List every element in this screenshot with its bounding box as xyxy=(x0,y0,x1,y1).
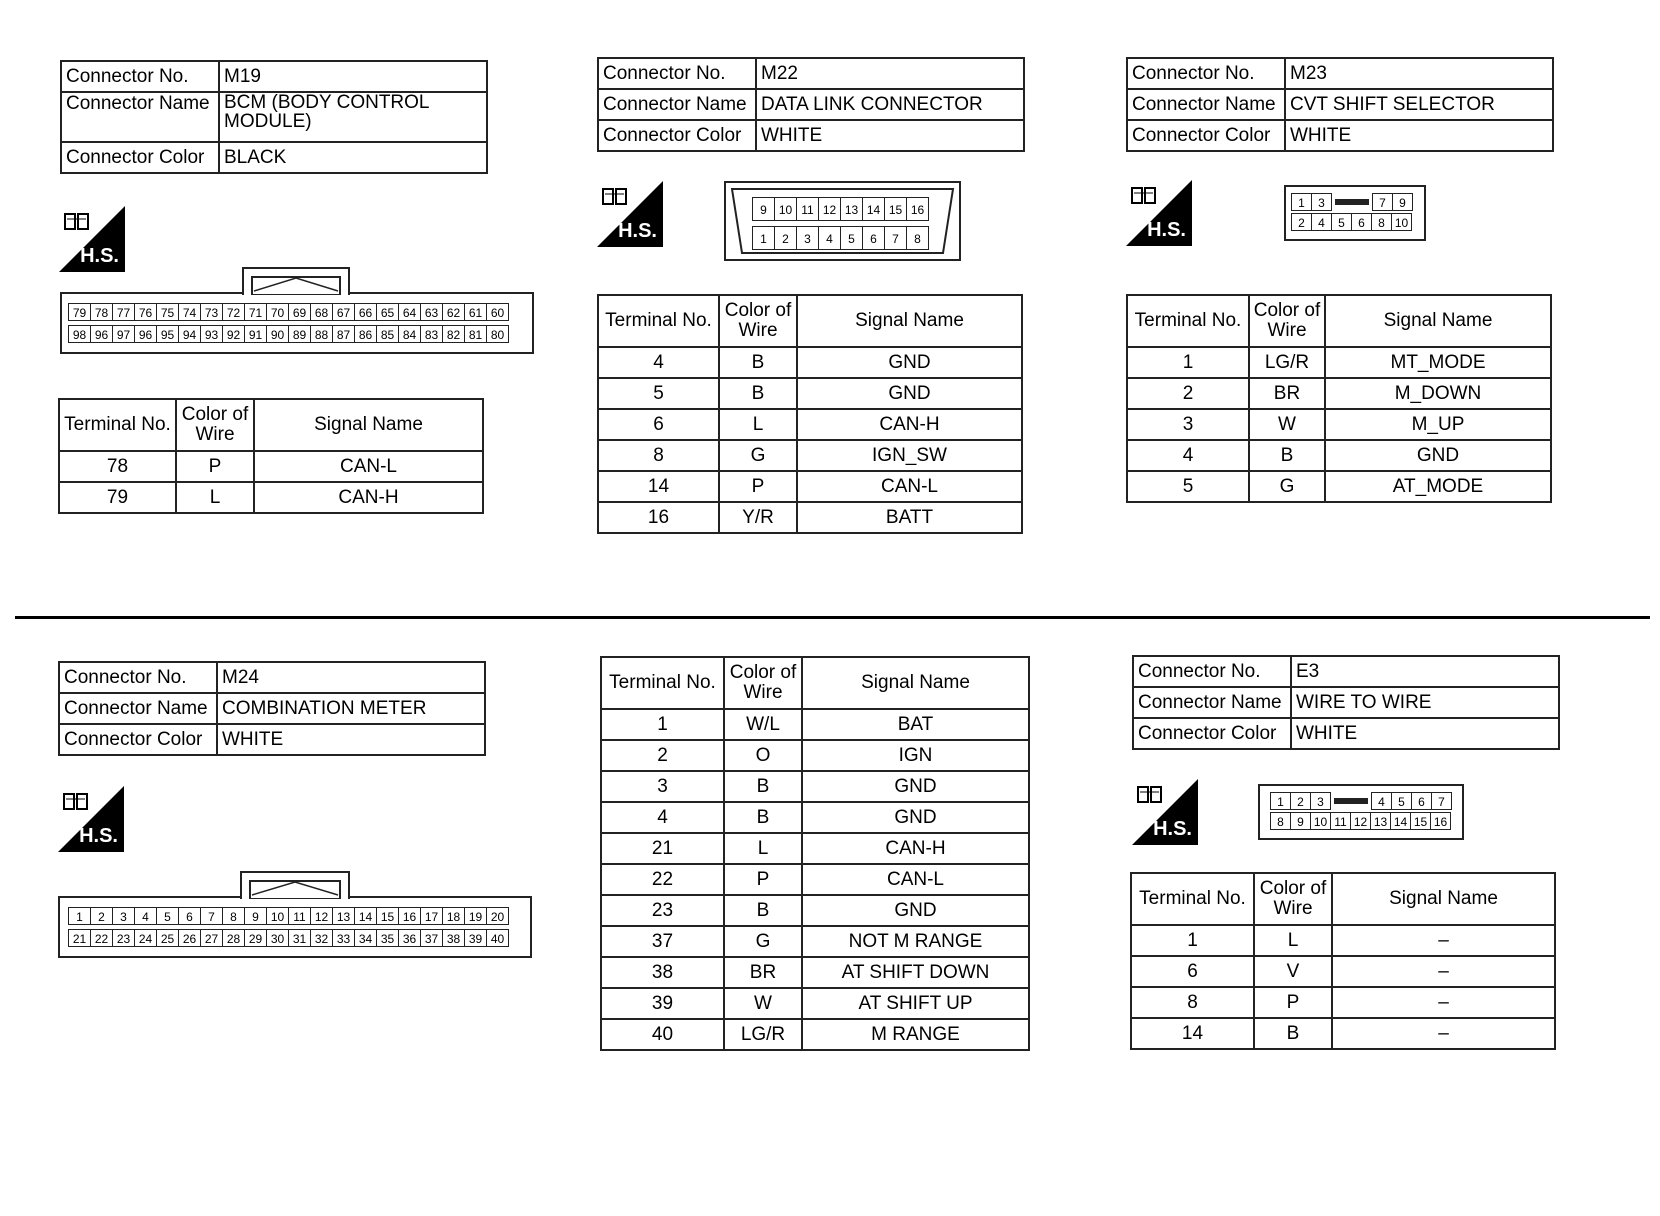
table-row xyxy=(59,451,483,482)
connector-pin: 2 xyxy=(1290,792,1311,810)
m23-connector-name: CVT SHIFT SELECTOR xyxy=(1285,89,1553,120)
connector-pin: 66 xyxy=(354,303,377,321)
connector-pin: 76 xyxy=(134,303,157,321)
table-row xyxy=(598,378,1022,409)
connector-pin: 23 xyxy=(112,929,135,947)
table-row xyxy=(598,440,1022,471)
wire-color-cell: BR xyxy=(724,957,802,988)
connector-pin: 39 xyxy=(464,929,487,947)
connector-pin: 34 xyxy=(354,929,377,947)
table-row xyxy=(598,409,1022,440)
m24-connector-no: M24 xyxy=(217,662,485,693)
connector-pin: 28 xyxy=(222,929,245,947)
wire-color-cell: B xyxy=(1254,1018,1332,1049)
signal-name-cell: GND xyxy=(802,895,1029,926)
connector-pin: 14 xyxy=(862,197,885,221)
e3-info-table: Connector No. E3 Connector Name WIRE TO WIRE Connector Color WHITE xyxy=(1132,655,1560,750)
connector-pin: 15 xyxy=(1410,812,1431,830)
wire-color-cell: B xyxy=(724,895,802,926)
terminal-no-cell: 5 xyxy=(598,378,719,409)
connector-pin: 19 xyxy=(464,907,487,925)
signal-name-cell: CAN-L xyxy=(797,471,1022,502)
wire-color-cell: V xyxy=(1254,956,1332,987)
signal-name-cell: GND xyxy=(802,771,1029,802)
wire-color-cell: G xyxy=(719,440,797,471)
signal-name-cell: M RANGE xyxy=(802,1019,1029,1050)
connector-pin: 3 xyxy=(1310,792,1331,810)
connector-pin: 80 xyxy=(486,325,509,343)
terminal-no-cell: 37 xyxy=(601,926,724,957)
connector-pin: 8 xyxy=(222,907,245,925)
terminal-no-cell: 3 xyxy=(601,771,724,802)
wire-color-cell: B xyxy=(724,802,802,833)
signal-name-cell: IGN_SW xyxy=(797,440,1022,471)
connector-pin: 16 xyxy=(1430,812,1451,830)
signal-name-cell: AT SHIFT DOWN xyxy=(802,957,1029,988)
m19-connector-color: BLACK xyxy=(219,142,487,173)
connector-pin: 74 xyxy=(178,303,201,321)
connector-pin: 70 xyxy=(266,303,289,321)
m19-connector-diagram xyxy=(60,292,534,354)
connector-pin: 63 xyxy=(420,303,443,321)
m24-connector-diagram xyxy=(58,896,532,958)
connector-pin: 2 xyxy=(90,907,113,925)
terminal-no-cell: 2 xyxy=(1127,378,1249,409)
connector-pin: 6 xyxy=(1411,792,1432,810)
wire-color-cell: L xyxy=(176,482,254,513)
signal-name-cell: M_UP xyxy=(1325,409,1551,440)
connector-pin: 8 xyxy=(1270,812,1291,830)
hs-icon: H.S. xyxy=(1126,180,1192,246)
connector-pin: 9 xyxy=(1392,193,1413,211)
connector-pin: 91 xyxy=(244,325,267,343)
wire-color-cell: G xyxy=(724,926,802,957)
connector-pin: 96 xyxy=(90,325,113,343)
connector-pin: 94 xyxy=(178,325,201,343)
connector-pin: 8 xyxy=(1371,213,1392,231)
connector-pin: 32 xyxy=(310,929,333,947)
table-row xyxy=(601,864,1029,895)
terminal-no-cell: 40 xyxy=(601,1019,724,1050)
wire-color-cell: W xyxy=(724,988,802,1019)
connector-pin: 71 xyxy=(244,303,267,321)
m19-info-table: Connector No. M19 Connector Name BCM (BODY CONTROL MODULE) Connector Color BLACK xyxy=(60,60,488,174)
connector-pin: 30 xyxy=(266,929,289,947)
table-row xyxy=(601,833,1029,864)
terminal-no-cell: 8 xyxy=(1131,987,1254,1018)
terminal-no-cell: 1 xyxy=(1127,347,1249,378)
connector-pin: 15 xyxy=(884,197,907,221)
connector-pin: 8 xyxy=(906,226,929,250)
table-row xyxy=(1131,925,1555,956)
m22-connector-name: DATA LINK CONNECTOR xyxy=(756,89,1024,120)
connector-pin: 24 xyxy=(134,929,157,947)
signal-name-cell: CAN-L xyxy=(254,451,483,482)
wire-color-cell: B xyxy=(719,378,797,409)
terminal-no-cell: 14 xyxy=(598,471,719,502)
connector-pin: 9 xyxy=(244,907,267,925)
signal-name-cell: MT_MODE xyxy=(1325,347,1551,378)
m24-info-table: Connector No. M24 Connector Name COMBINATION METER Connector Color WHITE xyxy=(58,661,486,756)
wire-color-cell: B xyxy=(724,771,802,802)
connector-pin: 98 xyxy=(68,325,91,343)
e3-connector-diagram xyxy=(1258,784,1464,840)
signal-name-cell: CAN-H xyxy=(802,833,1029,864)
table-row xyxy=(601,988,1029,1019)
connector-key xyxy=(1331,193,1373,211)
connector-pin: 14 xyxy=(354,907,377,925)
connector-pin: 1 xyxy=(1291,193,1312,211)
connector-pin: 12 xyxy=(1350,812,1371,830)
table-row xyxy=(1131,956,1555,987)
connector-pin: 61 xyxy=(464,303,487,321)
wire-color-cell: L xyxy=(724,833,802,864)
connector-pin: 7 xyxy=(1372,193,1393,211)
connector-pin: 6 xyxy=(1351,213,1372,231)
connector-pin: 18 xyxy=(442,907,465,925)
connector-pin: 85 xyxy=(376,325,399,343)
wire-color-cell: W/L xyxy=(724,709,802,740)
connector-pin: 15 xyxy=(376,907,399,925)
connector-pin: 10 xyxy=(266,907,289,925)
terminal-no-cell: 38 xyxy=(601,957,724,988)
connector-pin: 16 xyxy=(398,907,421,925)
connector-pin: 3 xyxy=(1311,193,1332,211)
wire-color-cell: BR xyxy=(1249,378,1325,409)
connector-pin: 6 xyxy=(862,226,885,250)
connector-pin: 64 xyxy=(398,303,421,321)
terminal-no-cell: 16 xyxy=(598,502,719,533)
table-row xyxy=(601,1019,1029,1050)
wire-color-cell: B xyxy=(719,347,797,378)
connector-pin: 7 xyxy=(884,226,907,250)
wire-color-cell: L xyxy=(719,409,797,440)
m23-connector-diagram xyxy=(1284,185,1426,241)
signal-name-cell: CAN-L xyxy=(802,864,1029,895)
table-row xyxy=(1127,378,1551,409)
e3-connector-name: WIRE TO WIRE xyxy=(1291,687,1559,718)
connector-pin: 6 xyxy=(178,907,201,925)
connector-key xyxy=(1330,792,1372,810)
connector-pin: 35 xyxy=(376,929,399,947)
terminal-no-cell: 4 xyxy=(1127,440,1249,471)
terminal-no-cell: 14 xyxy=(1131,1018,1254,1049)
m24-connector-latch xyxy=(240,871,350,899)
terminal-no-cell: 1 xyxy=(601,709,724,740)
terminal-no-cell: 5 xyxy=(1127,471,1249,502)
terminal-no-cell: 22 xyxy=(601,864,724,895)
section-divider xyxy=(15,616,1650,619)
connector-pin: 5 xyxy=(156,907,179,925)
connector-pin: 4 xyxy=(134,907,157,925)
connector-pin: 13 xyxy=(332,907,355,925)
connector-pin: 90 xyxy=(266,325,289,343)
m19-terminal-table: Terminal No. Color of Wire Signal Name 78 P CAN-L 79 L CAN-H xyxy=(58,398,484,514)
connector-pin: 73 xyxy=(200,303,223,321)
m24-terminal-table: Terminal No. Color of Wire Signal Name 1 W/L BAT 2 O IGN 3 B GND 4 B GND 21 L CAN-H 22 P CAN-L 23 B GND 37 G NOT M RANGE 38 BR AT SHIFT DOWN 39 W AT SHIFT UP 40 LG/R M RANGE xyxy=(600,656,1030,1051)
m24-connector-name: COMBINATION METER xyxy=(217,693,485,724)
e3-terminal-table: Terminal No. Color of Wire Signal Name 1 L – 6 V – 8 P – 14 B – xyxy=(1130,872,1556,1050)
connector-pin: 5 xyxy=(1391,792,1412,810)
table-row xyxy=(601,771,1029,802)
hs-icon: H.S. xyxy=(1132,779,1198,845)
table-row xyxy=(1127,471,1551,502)
terminal-no-cell: 79 xyxy=(59,482,176,513)
connector-pin: 60 xyxy=(486,303,509,321)
m22-terminal-table: Terminal No. Color of Wire Signal Name 4 B GND 5 B GND 6 L CAN-H 8 G IGN_SW 14 P CAN-L 16 Y/R BATT xyxy=(597,294,1023,534)
wire-color-cell: P xyxy=(1254,987,1332,1018)
connector-pin: 3 xyxy=(112,907,135,925)
connector-pin: 11 xyxy=(1330,812,1351,830)
wire-color-cell: LG/R xyxy=(724,1019,802,1050)
table-row xyxy=(601,895,1029,926)
m22-info-table: Connector No. M22 Connector Name DATA LINK CONNECTOR Connector Color WHITE xyxy=(597,57,1025,152)
signal-name-cell: – xyxy=(1332,1018,1555,1049)
wire-color-cell: Y/R xyxy=(719,502,797,533)
connector-pin: 40 xyxy=(486,929,509,947)
table-row xyxy=(601,709,1029,740)
connector-pin: 86 xyxy=(354,325,377,343)
wire-color-cell: P xyxy=(176,451,254,482)
wire-color-cell: L xyxy=(1254,925,1332,956)
connector-pin: 84 xyxy=(398,325,421,343)
connector-pin: 89 xyxy=(288,325,311,343)
signal-name-cell: AT SHIFT UP xyxy=(802,988,1029,1019)
connector-pin: 79 xyxy=(68,303,91,321)
hs-icon: H.S. xyxy=(59,206,125,272)
connector-pin: 31 xyxy=(288,929,311,947)
m23-connector-color: WHITE xyxy=(1285,120,1553,151)
connector-pin: 77 xyxy=(112,303,135,321)
connector-pin: 13 xyxy=(1370,812,1391,830)
connector-pin: 5 xyxy=(840,226,863,250)
signal-name-cell: GND xyxy=(797,347,1022,378)
signal-name-cell: IGN xyxy=(802,740,1029,771)
table-row xyxy=(601,802,1029,833)
table-row xyxy=(1127,347,1551,378)
signal-name-cell: AT_MODE xyxy=(1325,471,1551,502)
connector-pin: 9 xyxy=(1290,812,1311,830)
terminal-no-cell: 8 xyxy=(598,440,719,471)
connector-pin: 69 xyxy=(288,303,311,321)
table-row xyxy=(1127,409,1551,440)
wire-color-cell: W xyxy=(1249,409,1325,440)
signal-name-cell: BATT xyxy=(797,502,1022,533)
connector-pin: 26 xyxy=(178,929,201,947)
connector-pin: 5 xyxy=(1331,213,1352,231)
terminal-no-cell: 6 xyxy=(1131,956,1254,987)
e3-connector-no: E3 xyxy=(1291,656,1559,687)
connector-pin: 9 xyxy=(752,197,775,221)
table-row xyxy=(1131,1018,1555,1049)
terminal-no-cell: 78 xyxy=(59,451,176,482)
connector-pin: 7 xyxy=(1431,792,1452,810)
m19-connector-no: M19 xyxy=(219,61,487,92)
connector-pin: 29 xyxy=(244,929,267,947)
connector-pin: 92 xyxy=(222,325,245,343)
connector-pin: 10 xyxy=(1310,812,1331,830)
connector-pin: 12 xyxy=(310,907,333,925)
connector-pin: 75 xyxy=(156,303,179,321)
terminal-no-cell: 23 xyxy=(601,895,724,926)
connector-pin: 4 xyxy=(818,226,841,250)
signal-name-cell: NOT M RANGE xyxy=(802,926,1029,957)
table-row xyxy=(59,482,483,513)
connector-pin: 83 xyxy=(420,325,443,343)
table-row xyxy=(1127,440,1551,471)
m19-connector-latch xyxy=(242,267,350,295)
terminal-no-cell: 4 xyxy=(598,347,719,378)
table-row xyxy=(601,740,1029,771)
connector-pin: 36 xyxy=(398,929,421,947)
m23-connector-no: M23 xyxy=(1285,58,1553,89)
signal-name-cell: M_DOWN xyxy=(1325,378,1551,409)
connector-pin: 95 xyxy=(156,325,179,343)
hs-icon: H.S. xyxy=(597,181,663,247)
connector-pin: 33 xyxy=(332,929,355,947)
m22-connector-no: M22 xyxy=(756,58,1024,89)
connector-pin: 2 xyxy=(774,226,797,250)
connector-pin: 67 xyxy=(332,303,355,321)
terminal-no-cell: 6 xyxy=(598,409,719,440)
m24-connector-color: WHITE xyxy=(217,724,485,755)
connector-pin: 14 xyxy=(1390,812,1411,830)
connector-pin: 88 xyxy=(310,325,333,343)
table-row xyxy=(598,347,1022,378)
wire-color-cell: P xyxy=(724,864,802,895)
connector-pin: 38 xyxy=(442,929,465,947)
wire-color-cell: P xyxy=(719,471,797,502)
m22-connector-diagram xyxy=(724,181,961,261)
signal-name-cell: CAN-H xyxy=(254,482,483,513)
table-row xyxy=(601,957,1029,988)
connector-pin: 25 xyxy=(156,929,179,947)
e3-connector-color: WHITE xyxy=(1291,718,1559,749)
connector-pin: 1 xyxy=(752,226,775,250)
connector-pin: 4 xyxy=(1371,792,1392,810)
connector-pin: 82 xyxy=(442,325,465,343)
connector-pin: 17 xyxy=(420,907,443,925)
connector-pin: 37 xyxy=(420,929,443,947)
m23-info-table: Connector No. M23 Connector Name CVT SHIFT SELECTOR Connector Color WHITE xyxy=(1126,57,1554,152)
m22-connector-color: WHITE xyxy=(756,120,1024,151)
terminal-no-cell: 3 xyxy=(1127,409,1249,440)
signal-name-cell: GND xyxy=(1325,440,1551,471)
signal-name-cell: – xyxy=(1332,956,1555,987)
connector-pin: 10 xyxy=(1391,213,1412,231)
terminal-no-cell: 4 xyxy=(601,802,724,833)
connector-pin: 62 xyxy=(442,303,465,321)
hs-icon: H.S. xyxy=(58,786,124,852)
signal-name-cell: – xyxy=(1332,987,1555,1018)
wire-color-cell: O xyxy=(724,740,802,771)
table-row xyxy=(601,926,1029,957)
connector-pin: 12 xyxy=(818,197,841,221)
connector-pin: 96 xyxy=(134,325,157,343)
connector-pin: 11 xyxy=(796,197,819,221)
wire-color-cell: G xyxy=(1249,471,1325,502)
connector-pin: 16 xyxy=(906,197,929,221)
terminal-no-cell: 2 xyxy=(601,740,724,771)
connector-pin: 1 xyxy=(68,907,91,925)
connector-pin: 27 xyxy=(200,929,223,947)
table-row xyxy=(1131,987,1555,1018)
signal-name-cell: GND xyxy=(797,378,1022,409)
signal-name-cell: – xyxy=(1332,925,1555,956)
terminal-no-cell: 39 xyxy=(601,988,724,1019)
signal-name-cell: CAN-H xyxy=(797,409,1022,440)
connector-pin: 1 xyxy=(1270,792,1291,810)
connector-pin: 22 xyxy=(90,929,113,947)
table-row xyxy=(598,502,1022,533)
connector-pin: 87 xyxy=(332,325,355,343)
terminal-no-cell: 1 xyxy=(1131,925,1254,956)
connector-pin: 3 xyxy=(796,226,819,250)
connector-pin: 81 xyxy=(464,325,487,343)
connector-pin: 97 xyxy=(112,325,135,343)
signal-name-cell: GND xyxy=(802,802,1029,833)
connector-pin: 20 xyxy=(486,907,509,925)
connector-pin: 68 xyxy=(310,303,333,321)
wire-color-cell: B xyxy=(1249,440,1325,471)
wire-color-cell: LG/R xyxy=(1249,347,1325,378)
table-row xyxy=(598,471,1022,502)
connector-pin: 72 xyxy=(222,303,245,321)
connector-pin: 2 xyxy=(1291,213,1312,231)
connector-pin: 21 xyxy=(68,929,91,947)
connector-pin: 93 xyxy=(200,325,223,343)
connector-pin: 7 xyxy=(200,907,223,925)
connector-pin: 78 xyxy=(90,303,113,321)
connector-pin: 11 xyxy=(288,907,311,925)
connector-pin: 10 xyxy=(774,197,797,221)
terminal-no-cell: 21 xyxy=(601,833,724,864)
connector-pin: 4 xyxy=(1311,213,1332,231)
m23-terminal-table: Terminal No. Color of Wire Signal Name 1 LG/R MT_MODE 2 BR M_DOWN 3 W M_UP 4 B GND 5 G AT_MODE xyxy=(1126,294,1552,503)
m19-connector-name: BCM (BODY CONTROL MODULE) xyxy=(219,92,487,142)
connector-pin: 65 xyxy=(376,303,399,321)
signal-name-cell: BAT xyxy=(802,709,1029,740)
connector-pin: 13 xyxy=(840,197,863,221)
